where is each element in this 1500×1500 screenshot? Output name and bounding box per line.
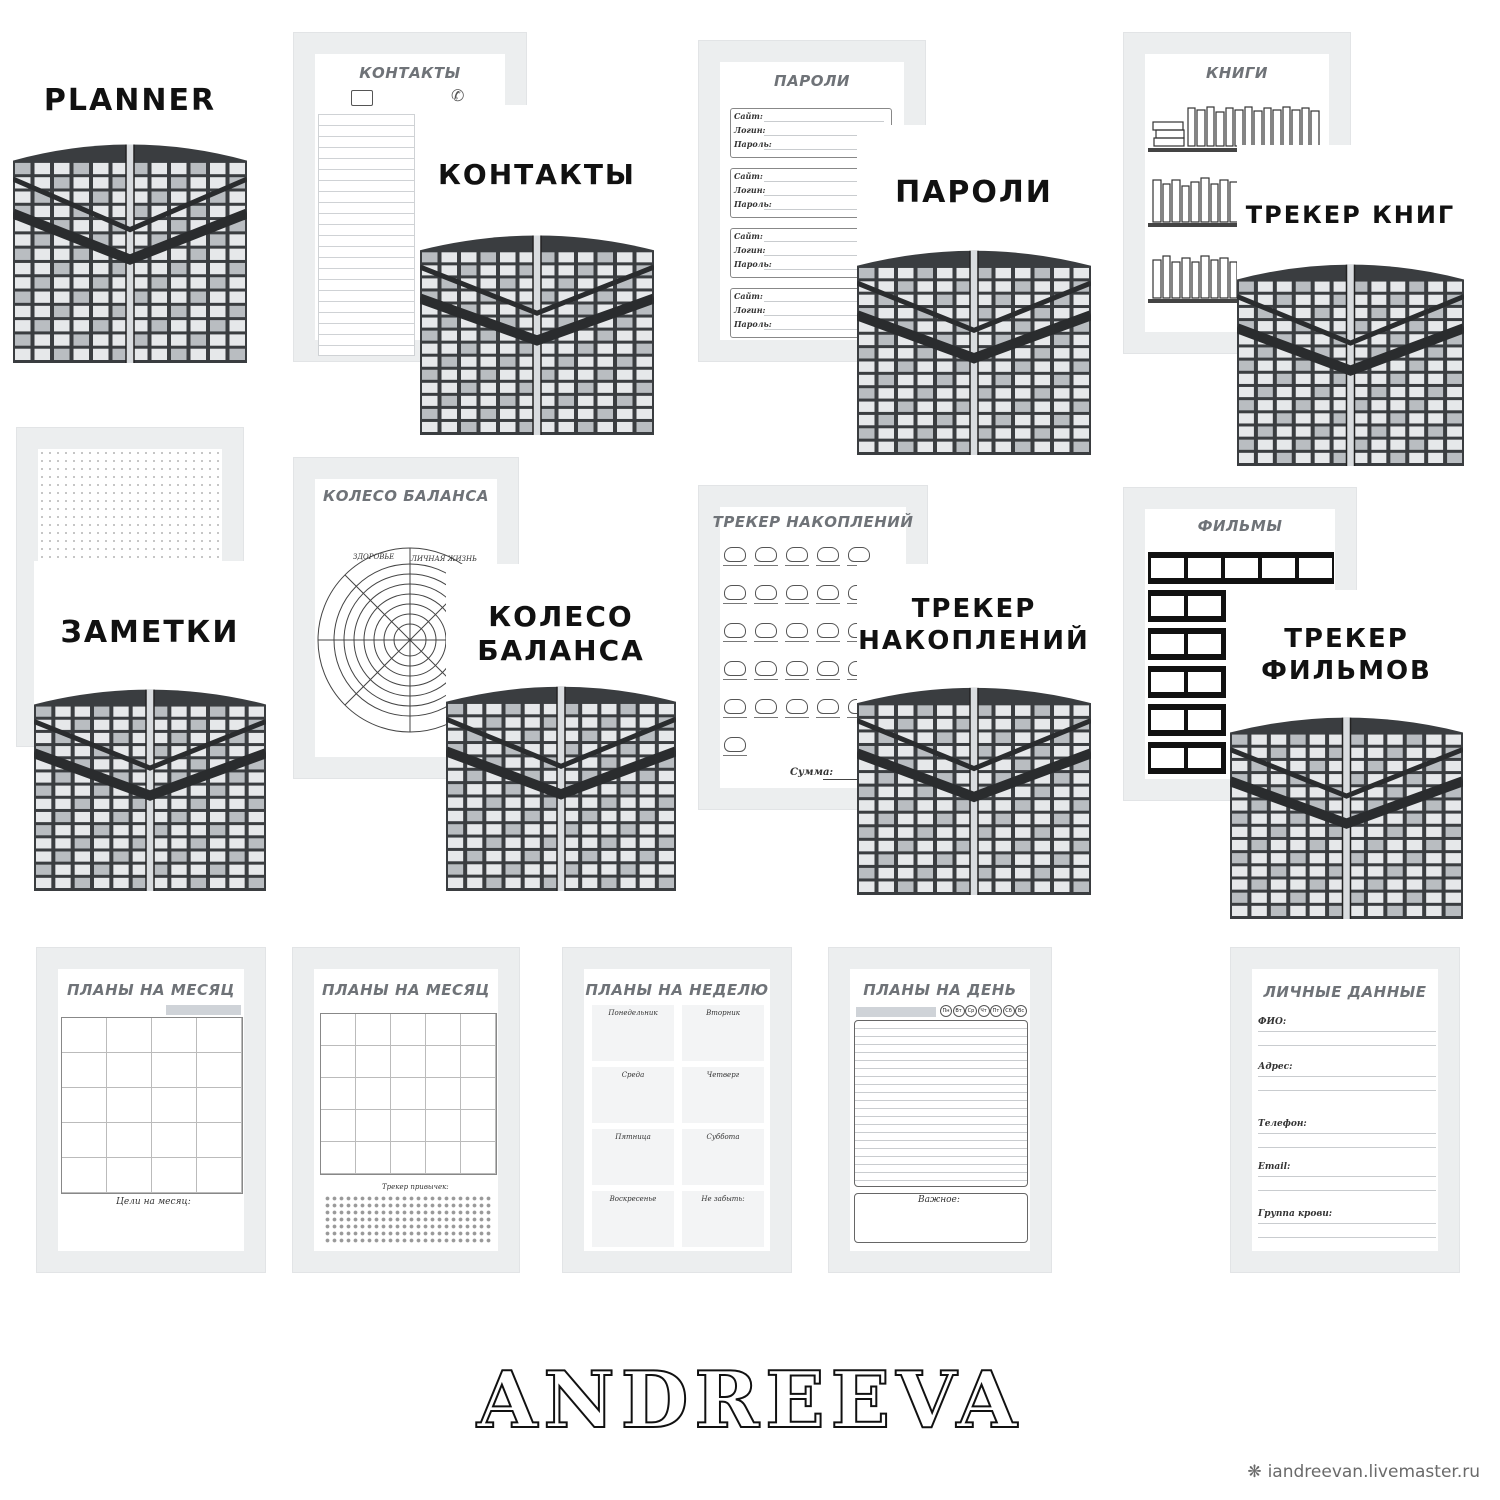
savings-sum-label: Сумма: — [790, 767, 834, 778]
month-plan-1-title: ПЛАНЫ НА МЕСЯЦ — [67, 981, 235, 999]
savings-cover — [857, 564, 1091, 895]
building-image — [1230, 707, 1463, 919]
weekday-circle[interactable]: Сб — [1003, 1005, 1015, 1017]
personal-field-label: Телефон: — [1258, 1119, 1307, 1129]
week-plan-title: ПЛАНЫ НА НЕДЕЛЮ — [585, 981, 769, 999]
piggy-icon — [786, 547, 808, 562]
personal-data-page — [1230, 947, 1460, 1273]
personal-field-label: Email: — [1258, 1162, 1291, 1172]
day-plan-page — [828, 947, 1052, 1273]
month-goals-label: Цели на месяц: — [116, 1197, 191, 1207]
weekday-circle[interactable]: Чт — [978, 1005, 990, 1017]
weekday-circle[interactable]: Ср — [965, 1005, 977, 1017]
password-field-label: Сайт: — [734, 171, 763, 181]
passwords-cover-title: ПАРОЛИ — [895, 175, 1053, 210]
building-image — [857, 677, 1091, 895]
building-image — [857, 240, 1091, 455]
password-field-label: Логин: — [734, 305, 766, 315]
film-strip — [1148, 666, 1226, 698]
password-field-label: Логин: — [734, 125, 766, 135]
week-day-label: Не забыть: — [701, 1195, 745, 1203]
building-image — [420, 225, 654, 435]
week-plan-page — [562, 947, 792, 1273]
film-strip — [1148, 552, 1334, 584]
piggy-icon — [817, 547, 839, 562]
building-image — [34, 679, 266, 891]
month-calendar-grid — [61, 1017, 243, 1194]
month-plan-page-1 — [36, 947, 266, 1273]
contacts-page-title: КОНТАКТЫ — [359, 64, 461, 82]
balance-cover-title-2: БАЛАНСА — [477, 634, 645, 667]
contacts-cover-title: КОНТАКТЫ — [438, 158, 636, 191]
piggy-icon — [755, 661, 777, 676]
day-lines — [854, 1020, 1028, 1187]
password-field-label: Пароль: — [734, 139, 772, 149]
savings-cover-title-2: НАКОПЛЕНИЙ — [858, 626, 1090, 656]
building-image — [446, 676, 676, 891]
week-day-label: Пятница — [615, 1133, 651, 1141]
piggy-icon — [755, 585, 777, 600]
piggy-icon — [724, 547, 746, 562]
password-field-label: Сайт: — [734, 111, 763, 121]
building-image — [13, 133, 247, 363]
notes-cover — [34, 561, 266, 891]
planner-cover — [13, 35, 247, 363]
brand-logo: ANDREEVA — [476, 1355, 1024, 1446]
phone-icon: ✆ — [451, 86, 465, 105]
weekday-circle[interactable]: Пт — [990, 1005, 1002, 1017]
balance-label-health: ЗДОРОВЬЕ — [353, 553, 395, 561]
habit-tracker-grid — [324, 1195, 492, 1243]
weekday-circle[interactable]: Вс — [1015, 1005, 1027, 1017]
week-day-label: Среда — [621, 1071, 645, 1079]
films-cover — [1230, 590, 1463, 919]
piggy-icon — [817, 623, 839, 638]
film-strip — [1148, 704, 1226, 736]
month-calendar-grid — [320, 1013, 497, 1175]
savings-page-title: ТРЕКЕР НАКОПЛЕНИЙ — [712, 513, 914, 531]
week-day-label: Вторник — [706, 1009, 740, 1017]
books-cover-title: ТРЕКЕР КНИГ — [1245, 201, 1456, 229]
balance-cover-title-1: КОЛЕСО — [488, 600, 634, 633]
contacts-lines — [318, 114, 415, 356]
notes-cover-title: ЗАМЕТКИ — [60, 615, 240, 650]
piggy-icon — [724, 737, 746, 752]
piggy-icon — [724, 623, 746, 638]
snowflake-icon: ❋ — [1247, 1462, 1262, 1482]
password-field-label: Логин: — [734, 245, 766, 255]
footer-url-text: iandreevan.livemaster.ru — [1267, 1462, 1480, 1482]
films-cover-title-2: ФИЛЬМОВ — [1261, 656, 1432, 686]
personal-field-label: ФИО: — [1258, 1017, 1287, 1027]
piggy-icon — [786, 623, 808, 638]
password-field-label: Сайт: — [734, 231, 763, 241]
password-field-label: Логин: — [734, 185, 766, 195]
savings-cover-title-1: ТРЕКЕР — [911, 594, 1037, 624]
piggy-icon — [817, 661, 839, 676]
personal-field-label: Адрес: — [1258, 1062, 1293, 1072]
password-field-label: Пароль: — [734, 199, 772, 209]
day-plan-title: ПЛАНЫ НА ДЕНЬ — [863, 981, 1017, 999]
films-page-title: ФИЛЬМЫ — [1197, 517, 1283, 535]
piggy-icon — [786, 699, 808, 714]
contacts-cover — [420, 105, 654, 435]
planner-cover-title: PLANNER — [43, 83, 217, 118]
weekday-circle[interactable]: Вт — [953, 1005, 965, 1017]
books-cover — [1237, 145, 1464, 466]
piggy-icon — [848, 547, 870, 562]
piggy-icon — [755, 699, 777, 714]
balance-label-personal-life: ЛИЧНАЯ ЖИЗНЬ — [411, 555, 477, 563]
password-field-label: Пароль: — [734, 319, 772, 329]
week-day-label: Суббота — [706, 1133, 740, 1141]
personal-field-label: Группа крови: — [1258, 1209, 1333, 1219]
piggy-icon — [817, 585, 839, 600]
month-plan-2-title: ПЛАНЫ НА МЕСЯЦ — [322, 981, 490, 999]
week-day-label: Четверг — [706, 1071, 740, 1079]
personal-data-title: ЛИЧНЫЕ ДАННЫЕ — [1263, 983, 1427, 1001]
passwords-page-title: ПАРОЛИ — [774, 72, 850, 90]
piggy-icon — [755, 547, 777, 562]
film-strip — [1148, 742, 1226, 774]
weekday-circle[interactable]: Пн — [940, 1005, 952, 1017]
piggy-icon — [817, 699, 839, 714]
footer-url — [1247, 1462, 1480, 1482]
balance-page-title: КОЛЕСО БАЛАНСА — [323, 487, 489, 505]
books-page-title: КНИГИ — [1206, 64, 1268, 82]
piggy-icon — [755, 623, 777, 638]
week-day-label: Понедельник — [608, 1009, 658, 1017]
films-cover-title-1: ТРЕКЕР — [1284, 624, 1409, 654]
film-strip — [1148, 590, 1226, 622]
week-day-label: Воскресенье — [609, 1195, 657, 1203]
building-image — [1237, 254, 1464, 466]
balance-cover — [446, 564, 676, 891]
passwords-cover — [857, 125, 1091, 455]
password-field-label: Пароль: — [734, 259, 772, 269]
day-important-label: Важное: — [918, 1195, 960, 1205]
piggy-icon — [724, 585, 746, 600]
piggy-icon — [724, 661, 746, 676]
habit-tracker-label: Трекер привычек: — [382, 1183, 449, 1191]
piggy-icon — [786, 585, 808, 600]
contact-card-icon — [351, 90, 373, 106]
piggy-icon — [724, 699, 746, 714]
password-field-label: Сайт: — [734, 291, 763, 301]
film-strip — [1148, 628, 1226, 660]
month-plan-page-2 — [292, 947, 520, 1273]
piggy-icon — [786, 661, 808, 676]
